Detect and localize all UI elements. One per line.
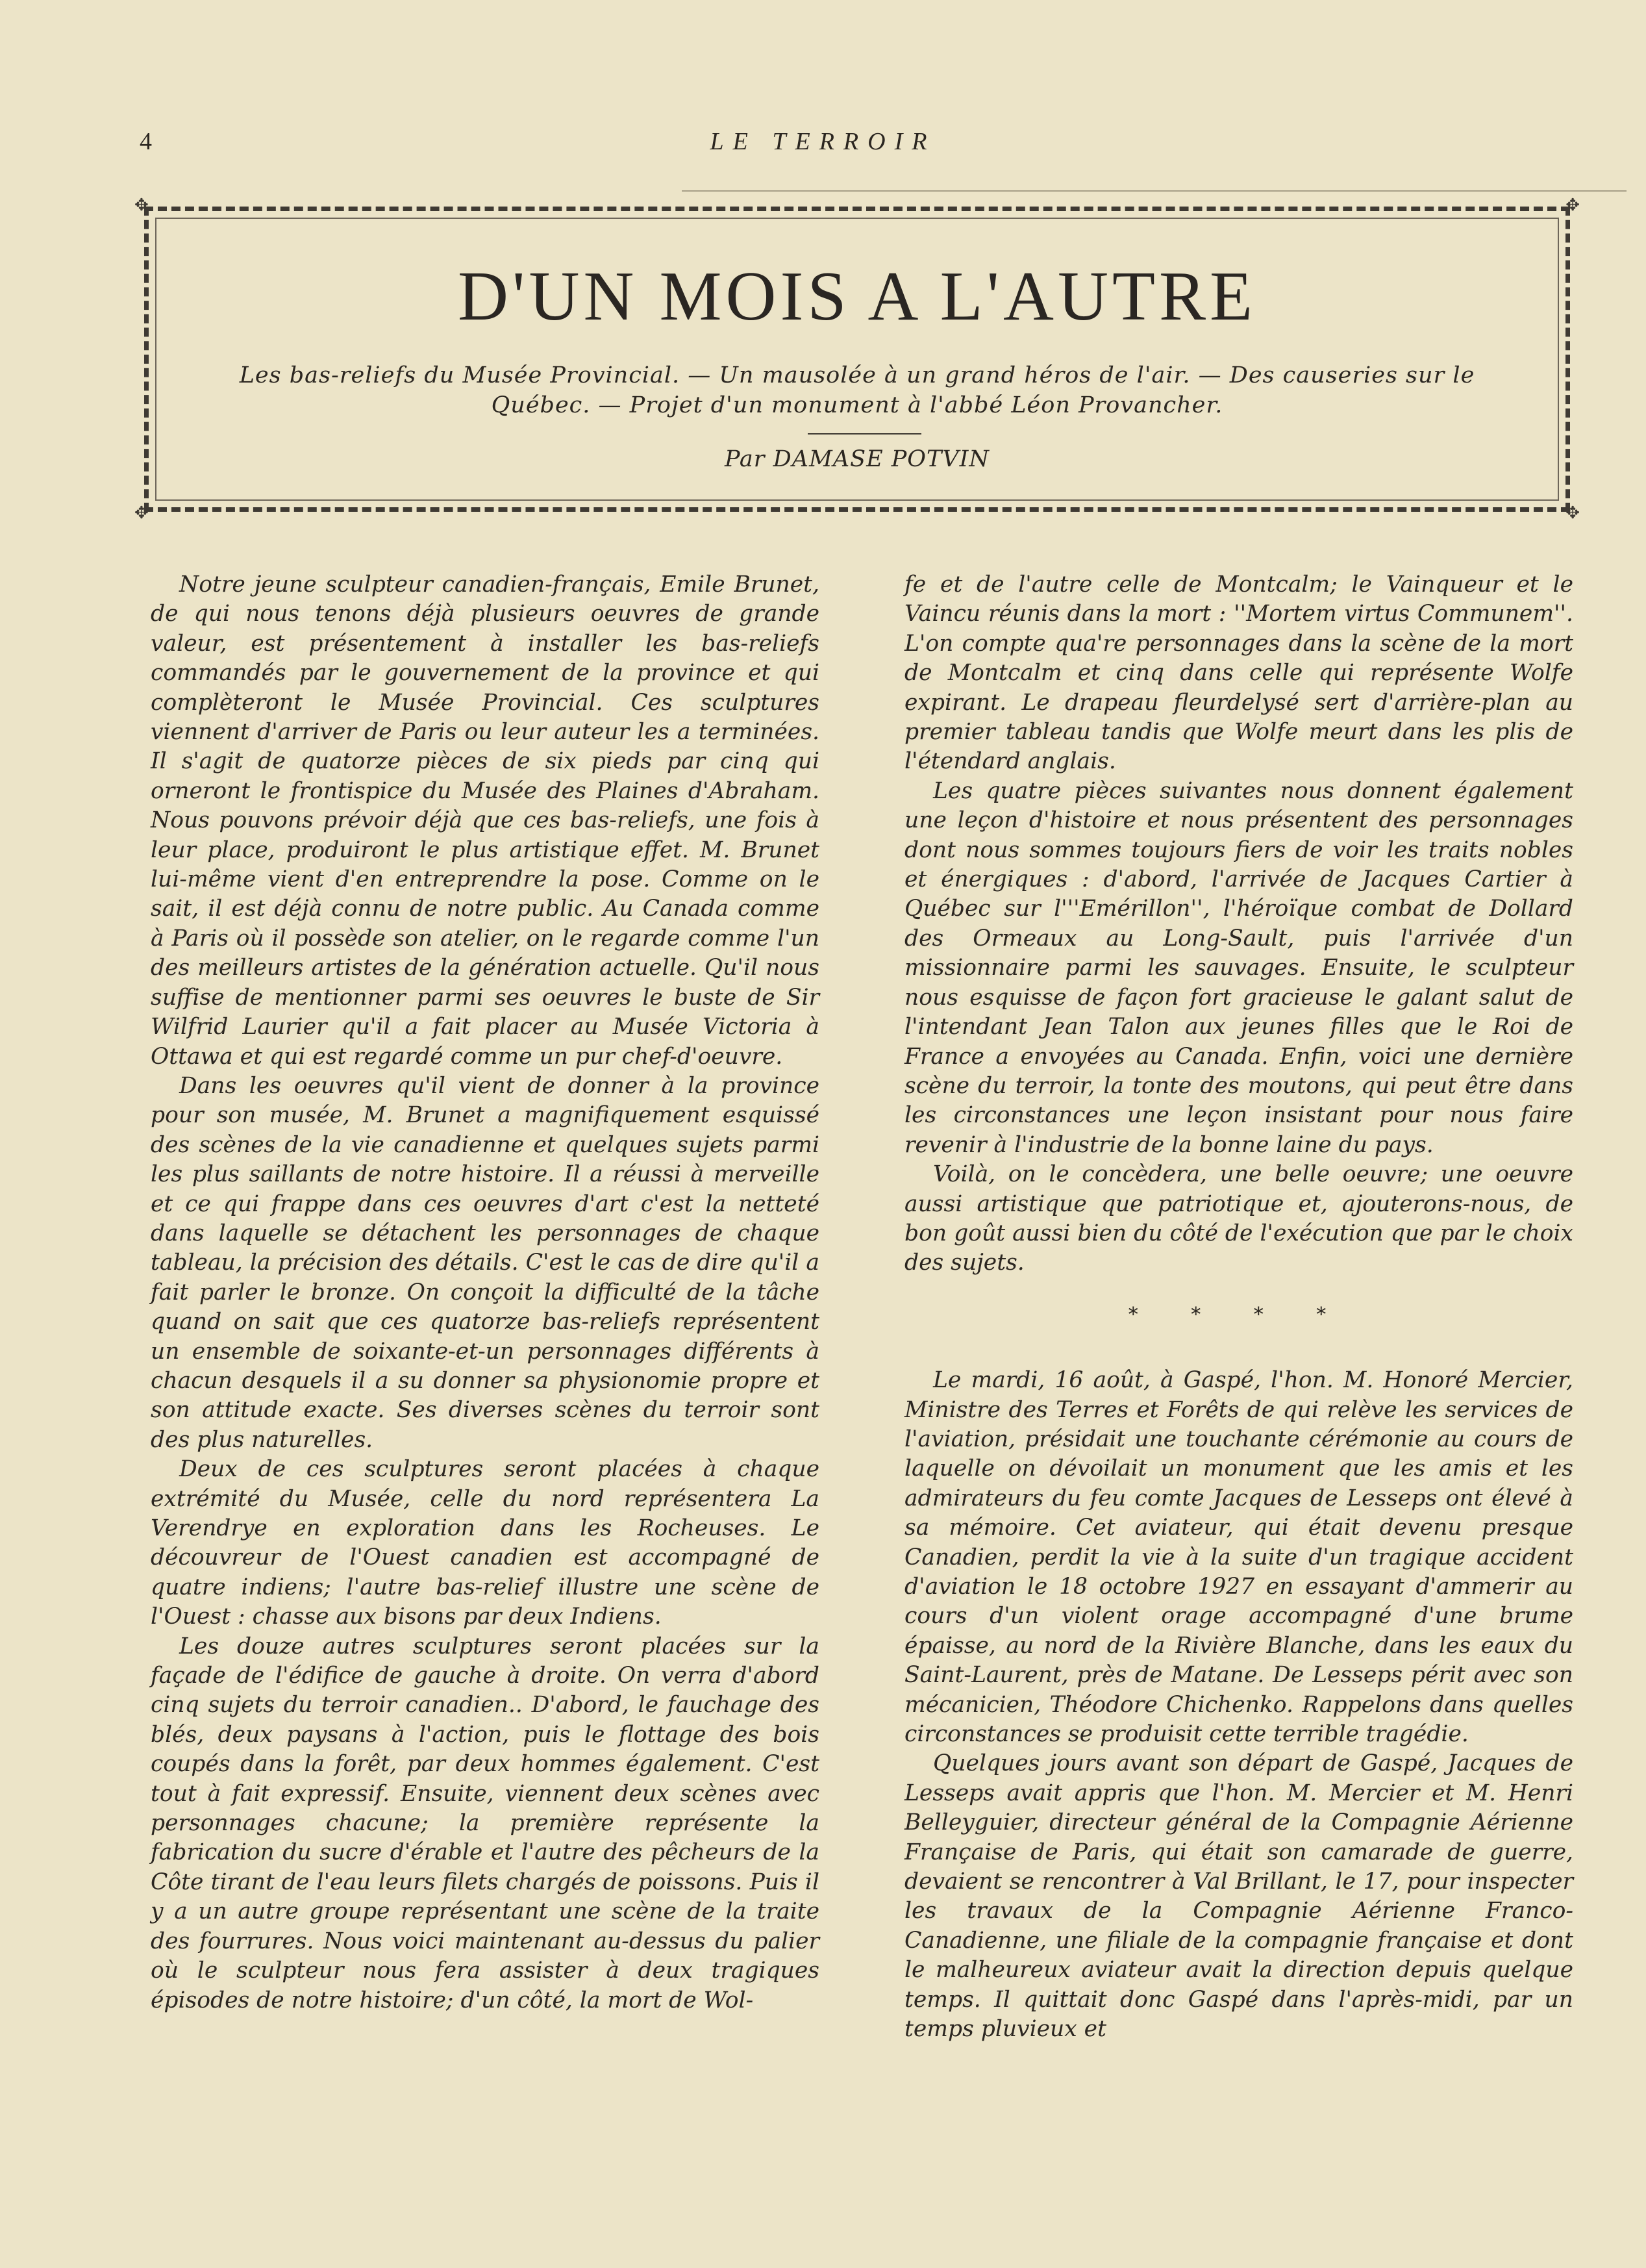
ornament-corner-icon: ✥ — [1565, 195, 1580, 215]
paragraph: Les quatre pièces suivantes nous donnent également une leçon d'histoire et nous présentent des personnages dont nous sommes toujours fiers de voir les traits nobles et énergiques : d'abord, l'arrivée de Jacques Cartier à Québec sur l'''Emérillon'', l'héroïque combat de Dollard des Ormeaux au Long-Sault, puis l'arrivée d'un missionnaire parmi les sauvages. Ensuite, le sculpteur nous esquisse de façon fort gracieuse le galant salut de l'intendant Jean Talon aux jeunes filles que le Roi de France a envoyées au Canada. Enfin, voici une dernière scène du terroir, la tonte des moutons, qui peut être dans les circonstances une leçon insistant pour nous faire revenir à l'industrie de la bonne laine du pays. — [904, 777, 1573, 1158]
ornament-corner-icon: ✥ — [1565, 503, 1580, 523]
ornament-corner-icon: ✥ — [134, 503, 149, 523]
paragraph: Deux de ces sculptures seront placées à chaque extrémité du Musée, celle du nord représentera La Verendrye en exploration dans les Rocheuses. Le découvreur de l'Ouest canadien est accompagné de quatre indiens; l'autre bas-relief illustre une scène de l'Ouest : chasse aux bisons par deux Indiens. — [151, 1456, 819, 1630]
byline-rule — [808, 433, 921, 435]
paragraph: Notre jeune sculpteur canadien-français, Emile Brunet, de qui nous tenons déjà plusieurs oeuvres de grande valeur, est présentement à installer les bas-reliefs commandés par le gouvernement de la province et qui complèteront le Musée Provincial. Ces sculptures viennent d'arriver de Paris ou leur auteur les a terminées. Il s'agit de quatorze pièces de six pieds par cinq qui orneront le frontispice du Musée des Plaines d'Abraham. Nous pouvons prévoir déjà que ces bas-reliefs, une fois à leur place, produiront le plus artistique effet. M. Brunet lui-même vient d'en entreprendre la pose. Comme on le sait, il est déjà connu de notre public. Au Canada comme à Paris où il possède son atelier, on le regarde comme l'un des meilleurs artistes de la génération actuelle. Qu'il nous suffise de mentionner parmi ses oeuvres le buste de Sir Wilfrid Laurier qu'il a fait placer au Musée Victoria à Ottawa et qui est regardé comme un pur chef-d'oeuvre. — [151, 572, 819, 1070]
ornament-corner-icon: ✥ — [134, 195, 149, 215]
paragraph: Le mardi, 16 août, à Gaspé, l'hon. M. Honoré Mercier, Ministre des Terres et Forêts de qui relève les services de l'aviation, présidait une touchante cérémonie au cours de laquelle on dévoilait un monument que les amis et les admirateurs du feu comte Jacques de Lesseps ont élevé à sa mémoire. Cet aviateur, qui était devenu presque Canadien, perdit la vie à la suite d'un tragique accident d'aviation le 18 octobre 1927 en essayant d'ammerir au cours d'un violent orage accompagné d'une brume épaisse, au nord de la Rivière Blanche, dans les eaux du Saint-Laurent, près de Matane. De Lesseps périt avec son mécanicien, Théodore Chichenko. Rappelons dans quelles circonstances se produisit cette terrible tragédie. — [904, 1367, 1573, 1748]
paragraph: fe et de l'autre celle de Montcalm; le Vainqueur et le Vaincu réunis dans la mort : ''Mortem virtus Communem''. L'on compte qua're personnages dans la scène de la mort de Montcalm et cinq dans celle qui représente Wolfe expirant. Le drapeau fleurdelysé sert d'arrière-plan au premier tableau tandis que Wolfe meurt dans les plis de l'étendard anglais. — [904, 572, 1573, 775]
page-number: 4 — [140, 128, 152, 155]
running-title: LE TERROIR — [710, 128, 936, 155]
section-separator: * * * * — [1128, 1303, 1350, 1326]
paragraph: Voilà, on le concèdera, une belle oeuvre; une oeuvre aussi artistique que patriotique et, ajouterons-nous, de bon goût aussi bien du côté de l'exécution que par le choix des sujets. — [904, 1161, 1573, 1276]
paragraph: Dans les oeuvres qu'il vient de donner à la province pour son musée, M. Brunet a magnifiquement esquissé des scènes de la vie canadienne et quelques sujets parmi les plus saillants de notre histoire. Il a réussi à merveille et ce qui frappe dans ces oeuvres d'art c'est la netteté dans laquelle se détachent les personnages de chaque tableau, la précision des détails. C'est le cas de dire qu'il a fait parler le bronze. On conçoit la difficulté de la tâche quand on sait que ces quatorze bas-reliefs représentent un ensemble de soixante-et-un personnages différents à chacun desquels il a su donner sa physionomie propre et son attitude exacte. Ses diverses scènes du terroir sont des plus naturelles. — [151, 1072, 819, 1453]
left-column — [151, 570, 819, 2015]
header-rule — [682, 190, 1627, 192]
paragraph: Quelques jours avant son départ de Gaspé, Jacques de Lesseps avait appris que l'hon. M. Mercier et M. Henri Belleyguier, directeur général de la Compagnie Aérienne Française de Paris, qui était son camarade de guerre, devaient se rencontrer à Val Brillant, le 17, pour inspecter les travaux de la Compagnie Aérienne Franco-Canadienne, une filiale de la compagnie française et dont le malheureux aviateur avait la direction depuis quelque temps. Il quittait donc Gaspé dans l'après-midi, par un temps pluvieux et — [904, 1750, 1573, 2043]
article-byline: Par DAMASE POTVIN — [724, 446, 990, 472]
right-column — [904, 570, 1573, 2045]
article-title: D'UN MOIS A L'AUTRE — [458, 258, 1256, 335]
title-frame — [134, 195, 1580, 523]
article-subtitle: Les bas-reliefs du Musée Provincial. — Un mausolée à un grand héros de l'air. — Des causeries sur le Québec. — Projet d'un monument à l'abbé Léon Provancher. — [239, 362, 1475, 418]
paragraph: Les douze autres sculptures seront placées sur la façade de l'édifice de gauche à droite. On verra d'abord cinq sujets du terroir canadien.. D'abord, le fauchage des blés, deux paysans à l'action, puis le flottage des bois coupés dans la forêt, par deux hommes également. C'est tout à fait expressif. Ensuite, viennent deux scènes avec personnages chacune; la première représente la fabrication du sucre d'érable et l'autre des pêcheurs de la Côte tirant de l'eau leurs filets chargés de poissons. Puis il y a un autre groupe représentant une scène de la traite des fourrures. Nous voici maintenant au-dessus du palier où le sculpteur nous fera assister à deux tragiques épisodes de notre histoire; d'un côté, la mort de Wol- — [151, 1633, 819, 2013]
